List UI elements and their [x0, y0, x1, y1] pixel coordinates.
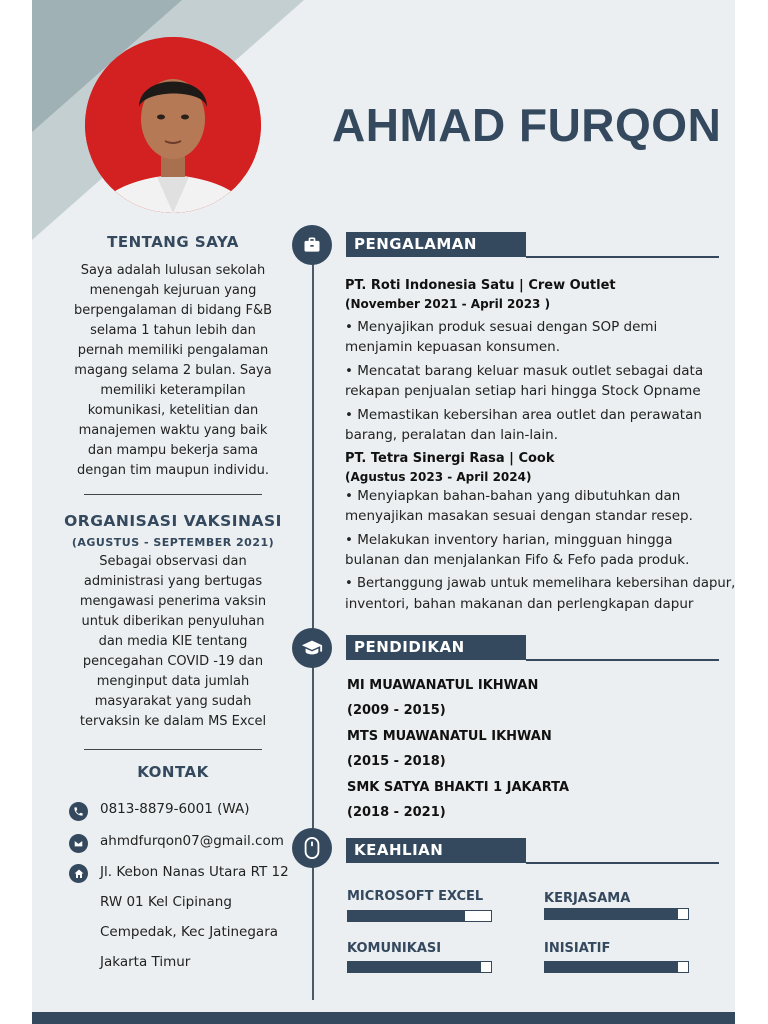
organization-line: masyarakat yang sudah: [94, 694, 252, 709]
skill-bar: [347, 961, 492, 973]
school-name: MI MUAWANATUL IKHWAN: [347, 678, 539, 693]
about-line: menengah kejuruan yang: [89, 283, 257, 298]
job-title: PT. Roti Indonesia Satu | Crew Outlet: [345, 278, 616, 293]
organization-line: Sebagai observasi dan: [99, 554, 247, 569]
skill-label: MICROSOFT EXCEL: [347, 889, 484, 904]
school-name: SMK SATYA BHAKTI 1 JAKARTA: [347, 780, 570, 795]
briefcase-icon: [292, 225, 332, 265]
about-line: memiliki keterampilan: [100, 383, 246, 398]
school-name: MTS MUAWANATUL IKHWAN: [347, 729, 552, 744]
education-section: [347, 678, 727, 831]
candidate-name: AHMAD FURQON: [332, 99, 722, 151]
home-icon: [69, 864, 88, 883]
experience-section: [345, 278, 735, 614]
contact-section: [69, 801, 299, 977]
job-date: (Agustus 2023 - April 2024): [345, 470, 532, 484]
job-date: (November 2021 - April 2023 ): [345, 297, 551, 311]
job-bullet: • Menyajikan produk sesuai dengan SOP demi menjamin kepuasan konsumen.: [345, 319, 658, 355]
school-years: (2015 - 2018): [347, 754, 446, 769]
skill-label: KOMUNIKASI: [347, 941, 442, 956]
about-line: magang selama 2 bulan. Saya: [74, 363, 272, 378]
job-bullet: • Memastikan kebersihan area outlet dan perawatan barang, peralatan dan lain-lain.: [345, 407, 702, 443]
organization-line: tervaksin ke dalam MS Excel: [79, 714, 267, 729]
contact-heading-wrap: [62, 763, 284, 781]
profile-photo: [85, 37, 261, 213]
address-line: RW 01 Kel Cipinang: [100, 894, 232, 910]
contact-address: [69, 863, 299, 977]
address-line: Jl. Kebon Nanas Utara RT 12: [100, 864, 289, 880]
graduation-cap-icon: [292, 628, 332, 668]
organization-section: [58, 512, 288, 732]
contact-heading: KONTAK: [137, 763, 209, 781]
email-text: ahmdfurqon07@gmail.com: [100, 833, 284, 849]
skills-heading: KEAHLIAN: [346, 838, 526, 863]
phone-icon: [69, 802, 88, 821]
address-line: Jakarta Timur: [100, 954, 191, 970]
organization-text: [58, 552, 288, 732]
school-years: (2018 - 2021): [347, 805, 446, 820]
about-line: dengan tim maupun individu.: [77, 463, 269, 478]
section-rule: [526, 256, 719, 258]
organization-line: menginput data jumlah: [96, 674, 250, 689]
job-title: PT. Tetra Sinergi Rasa | Cook: [345, 451, 555, 466]
skill-bar-fill: [545, 962, 678, 972]
job-bullet: • Melakukan inventory harian, mingguan hingga bulanan dan menjalankan Fifo & Fefo pada produk.: [345, 532, 690, 568]
job-bullet: • Mencatat barang keluar masuk outlet sebagai data rekapan penjualan setiap hari hingga Stock Opname: [345, 363, 704, 399]
experience-heading: PENGALAMAN: [346, 232, 526, 257]
skill-label: INISIATIF: [544, 941, 611, 956]
skill-bar: [347, 910, 492, 922]
education-heading: PENDIDIKAN: [346, 635, 526, 660]
address-line: Cempedak, Kec Jatinegara: [100, 924, 279, 940]
divider: [84, 749, 262, 750]
about-line: berpengalaman di bidang F&B: [73, 303, 273, 318]
job-bullet: • Menyiapkan bahan-bahan yang dibutuhkan dan menyajikan masakan sesuai dengan standar resep.: [345, 488, 693, 524]
skill-bar-fill: [545, 909, 678, 919]
about-line: selama 1 tahun lebih dan: [90, 323, 256, 338]
job-bullet: • Bertanggung jawab untuk memelihara kebersihan dapur, inventori, bahan makanan dan perlengkapan dapur: [345, 576, 735, 612]
contact-email[interactable]: [69, 833, 299, 853]
organization-line: untuk diberikan penyuluhan: [81, 614, 265, 629]
skill-bar-fill: [348, 962, 481, 972]
skill-bar: [544, 908, 689, 920]
footer-bar: [32, 1012, 735, 1024]
about-section: [62, 233, 284, 481]
about-line: Saya adalah lulusan sekolah: [80, 263, 266, 278]
about-line: pernah memiliki pengalaman: [77, 343, 269, 358]
organization-line: administrasi yang bertugas: [83, 574, 263, 589]
organization-line: dan media KIE tentang: [98, 634, 248, 649]
organization-line: mengawasi penerima vaksin: [79, 594, 267, 609]
organization-line: pencegahan COVID -19 dan: [82, 654, 264, 669]
about-line: dan mampu bekerja sama: [87, 443, 259, 458]
skill-label: KERJASAMA: [544, 891, 631, 906]
section-rule: [526, 862, 719, 864]
about-heading: TENTANG SAYA: [107, 233, 239, 251]
about-line: komunikasi, ketelitian dan: [87, 403, 259, 418]
phone-text: 0813-8879-6001 (WA): [100, 801, 250, 817]
organization-heading: ORGANISASI VAKSINASI: [64, 512, 282, 530]
resume-page: [32, 0, 735, 1024]
about-text: [62, 261, 284, 481]
school-years: (2009 - 2015): [347, 703, 446, 718]
section-rule: [526, 659, 719, 661]
mouse-icon: [292, 828, 332, 868]
skill-bar: [544, 961, 689, 973]
organization-period: (AGUSTUS - SEPTEMBER 2021): [71, 536, 275, 549]
skill-bar-fill: [348, 911, 465, 921]
email-icon: [69, 834, 88, 853]
about-line: manajemen waktu yang baik: [78, 423, 268, 438]
divider: [84, 494, 262, 495]
contact-phone[interactable]: [69, 801, 299, 821]
